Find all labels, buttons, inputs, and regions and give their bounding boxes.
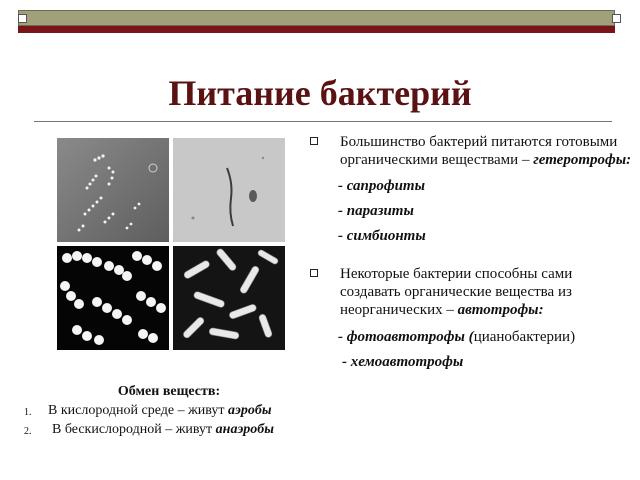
metabolism-heading: Обмен веществ: bbox=[117, 384, 221, 399]
title-divider bbox=[34, 121, 612, 122]
square-icon bbox=[18, 14, 27, 23]
sub-symbionts: - симбионты bbox=[338, 228, 426, 244]
square-bullet-icon bbox=[310, 269, 318, 277]
dash: – bbox=[521, 152, 530, 168]
sub-chemoautotrophs: - хемоавтотрофы bbox=[342, 354, 464, 370]
slide-title: Питание бактерий bbox=[168, 73, 472, 113]
list-item bbox=[0, 401, 330, 420]
square-bullet-icon bbox=[310, 137, 318, 145]
bullet-autotrophs bbox=[310, 265, 632, 319]
header-stripe-olive bbox=[18, 10, 615, 26]
list-number: 2. bbox=[24, 426, 32, 437]
sub-photoautotrophs bbox=[310, 328, 632, 346]
streptococci-micrograph bbox=[57, 246, 169, 350]
list-text: В кислородной среде – живут bbox=[48, 403, 225, 418]
metabolism-block bbox=[0, 382, 330, 439]
term-heterotrophs: гетеротрофы: bbox=[533, 152, 632, 168]
term-aerobes: аэробы bbox=[228, 403, 272, 418]
term-autotrophs: автотрофы: bbox=[457, 302, 544, 318]
sub-saprophytes: - сапрофиты bbox=[338, 178, 426, 194]
list-number: 1. bbox=[24, 407, 32, 418]
micrograph-grid bbox=[57, 138, 285, 350]
bacilli-micrograph bbox=[173, 246, 285, 350]
list-item bbox=[0, 420, 330, 439]
square-icon bbox=[612, 14, 621, 23]
bullet-heterotrophs bbox=[310, 133, 632, 169]
chain-bacteria-micrograph bbox=[57, 138, 169, 242]
header-stripe-red bbox=[18, 26, 615, 33]
sub-parasites: - паразиты bbox=[338, 203, 414, 219]
single-bacterium-micrograph bbox=[173, 138, 285, 242]
content-right bbox=[310, 133, 632, 371]
cyanobacteria-note: цианобактерии) bbox=[473, 329, 576, 345]
term-anaerobes: анаэробы bbox=[215, 422, 274, 437]
list-text: В бескислородной – живут bbox=[52, 422, 213, 437]
bullet-text: Большинство бактерий питаются готовыми органическими веществами bbox=[340, 134, 618, 168]
bullet-text: Некоторые бактерии способны сами создавать органические вещества из неорганических – bbox=[340, 266, 573, 318]
term-photoautotrophs: - фотоавтотрофы ( bbox=[338, 329, 474, 345]
